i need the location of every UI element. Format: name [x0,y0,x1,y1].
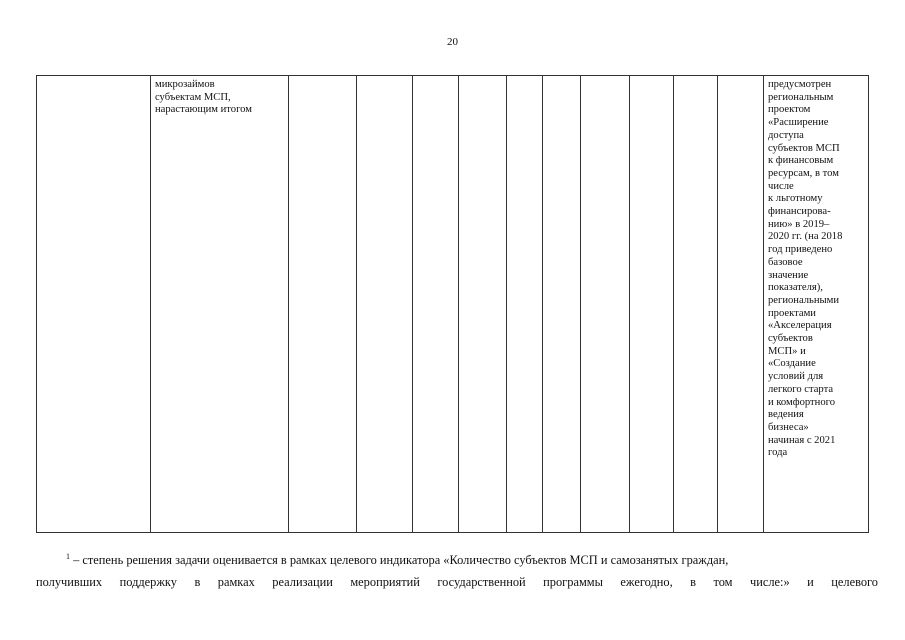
indicator-line: микрозаймов [155,79,215,90]
value-cell [718,76,764,533]
note-line: 2020 гг. (на 2018 [768,231,843,243]
footnote-text-1: – степень решения задачи оценивается в рамках целевого индикатора «Количество субъектов МСП и самозанятых граждан, [70,553,729,567]
footnote-marker: 1 [66,552,70,561]
page-number: 20 [447,36,458,48]
note-line: и комфортного [768,396,836,408]
note-line: проектом [768,104,811,116]
note-line: региональным [768,91,834,103]
value-cell [289,76,357,533]
indicator-table [36,75,869,533]
note-line: условий для [768,371,824,383]
value-cell [459,76,507,533]
note-line: доступа [768,129,804,141]
note-line: региональными [768,294,840,306]
note-line: предусмотрен [768,79,832,90]
note-line: «Создание [768,358,816,370]
note-line: легкого старта [768,383,834,395]
note-line: проектами [768,307,816,319]
number-cell [37,76,151,533]
value-cell [507,76,543,533]
value-cell [413,76,459,533]
table-row [37,76,869,533]
note-line: числе [768,180,794,192]
note-line: «Расширение [768,117,829,129]
note-line: к финансовым [768,155,834,167]
footnote-line-1 [36,546,878,571]
note-line: финансирова- [768,206,831,218]
note-line: субъектов [768,333,813,345]
note-line: ресурсам, в том [768,167,839,179]
indicator-line: нарастающим итогом [155,104,252,116]
note-line: бизнеса» [768,421,809,433]
note-line: года [768,447,788,459]
note-line: «Акселерация [768,320,832,332]
value-cell [357,76,413,533]
value-cell [581,76,630,533]
indicator-line: субъектам МСП, [155,91,231,103]
value-cell [630,76,674,533]
note-line: начиная с 2021 [768,434,836,446]
note-cell [764,76,869,533]
note-line: МСП» и [768,345,806,357]
note-line: значение [768,269,809,281]
footnote [36,546,878,593]
note-line: базовое [768,256,803,268]
value-cell [543,76,581,533]
note-line: субъектов МСП [768,142,840,154]
note-line: показателя), [768,282,823,294]
value-cell [674,76,718,533]
indicator-name-cell [151,76,289,533]
note-line: ведения [768,409,804,421]
note-line: год приведено [768,244,833,256]
note-line: к льготному [768,193,823,205]
footnote-line-2: получивших поддержку в рамках реализации мероприятий государственной программы ежегодно, в том числе:» и целевого [36,575,878,589]
note-text [764,76,868,460]
indicator-name-text [151,76,288,117]
note-line: нию» в 2019– [768,218,830,230]
